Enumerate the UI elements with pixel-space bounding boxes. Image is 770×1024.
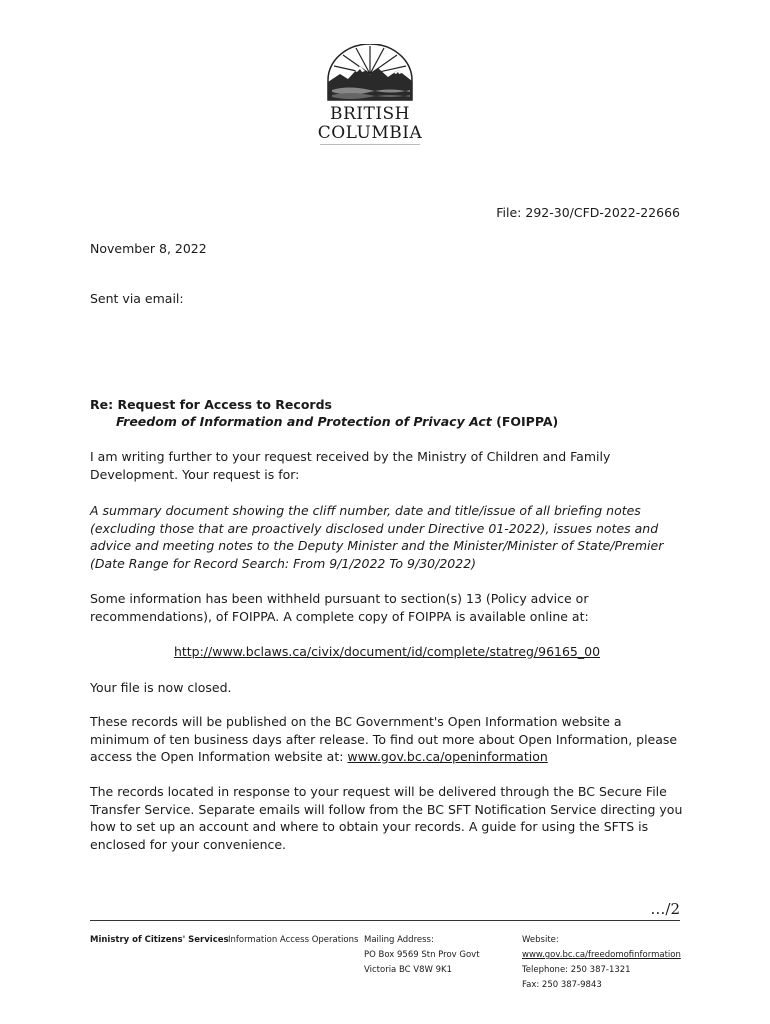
re-act-line: [116, 413, 558, 431]
mailing-label: Mailing Address:: [364, 935, 434, 945]
website-link[interactable]: www.gov.bc.ca/freedomofinformation: [522, 950, 681, 960]
paragraph-withheld: Some information has been withheld pursuant to section(s) 13 (Policy advice or recommendations), of FOIPPA. A complete copy of FOIPPA is available online at:: [90, 591, 589, 624]
open-info-text: These records will be published on the BC Government's Open Information website a minimum of ten business days after release. To find out more about Open Information, please access the Open Information website at:: [90, 714, 678, 764]
bc-government-logo: [312, 44, 428, 146]
sun-mountains-icon: [326, 44, 414, 102]
re-subject: Re: Request for Access to Records: [90, 397, 332, 412]
mailing-line2: Victoria BC V8W 9K1: [364, 965, 453, 975]
paragraph-request-text: A summary document showing the cliff number, date and title/issue of all briefing notes (excluding those that are proactively disclosed under Directive 01-2022), issues notes and advice and meeting notes to the Deputy Minister and the Minister/Minister of State/Premier (Date Range for Record Search: From 9/1/2022 To 9/30/2022): [90, 503, 664, 571]
file-reference: File: 292-30/CFD-2022-22666: [496, 205, 680, 220]
paragraph-file-closed: Your file is now closed.: [90, 680, 232, 695]
letter-date: November 8, 2022: [90, 241, 207, 256]
logo-divider: [320, 144, 420, 145]
website-label: Website:: [522, 935, 559, 945]
footer-mailing-address: [364, 933, 480, 978]
foippa-link-line: [90, 643, 684, 661]
footer-office: Information Access Operations: [228, 935, 359, 945]
telephone: Telephone: 250 387-1321: [522, 965, 631, 975]
paragraph-intro: I am writing further to your request received by the Ministry of Children and Family Development. Your request is for:: [90, 449, 611, 482]
page-continuation: …/2: [650, 900, 680, 918]
mailing-line1: PO Box 9569 Stn Prov Govt: [364, 950, 480, 960]
foippa-link[interactable]: http://www.bclaws.ca/civix/document/id/complete/statreg/96165_00: [173, 644, 601, 659]
paragraph-sfts: The records located in response to your request will be delivered through the BC Secure File Transfer Service. Separate emails will follow from the BC SFT Notification Service directing you how to set up an account and where to obtain your records. A guide for using the SFTS is enclosed for your convenience.: [90, 784, 683, 852]
open-information-link[interactable]: www.gov.bc.ca/openinformation: [347, 749, 548, 764]
footer-ministry: Ministry of Citizens' Services: [90, 935, 229, 945]
fax: Fax: 250 387-9843: [522, 980, 602, 990]
act-abbrev: (FOIPPA): [491, 414, 559, 429]
logo-text-columbia: COLUMBIA: [317, 123, 423, 143]
act-name: Freedom of Information and Protection of Privacy Act: [116, 414, 492, 429]
footer-contact: [522, 933, 681, 993]
paragraph-open-information: [90, 713, 684, 766]
footer-divider: [90, 920, 680, 921]
sent-via-label: Sent via email:: [90, 291, 184, 306]
logo-text-british: BRITISH: [329, 104, 411, 124]
